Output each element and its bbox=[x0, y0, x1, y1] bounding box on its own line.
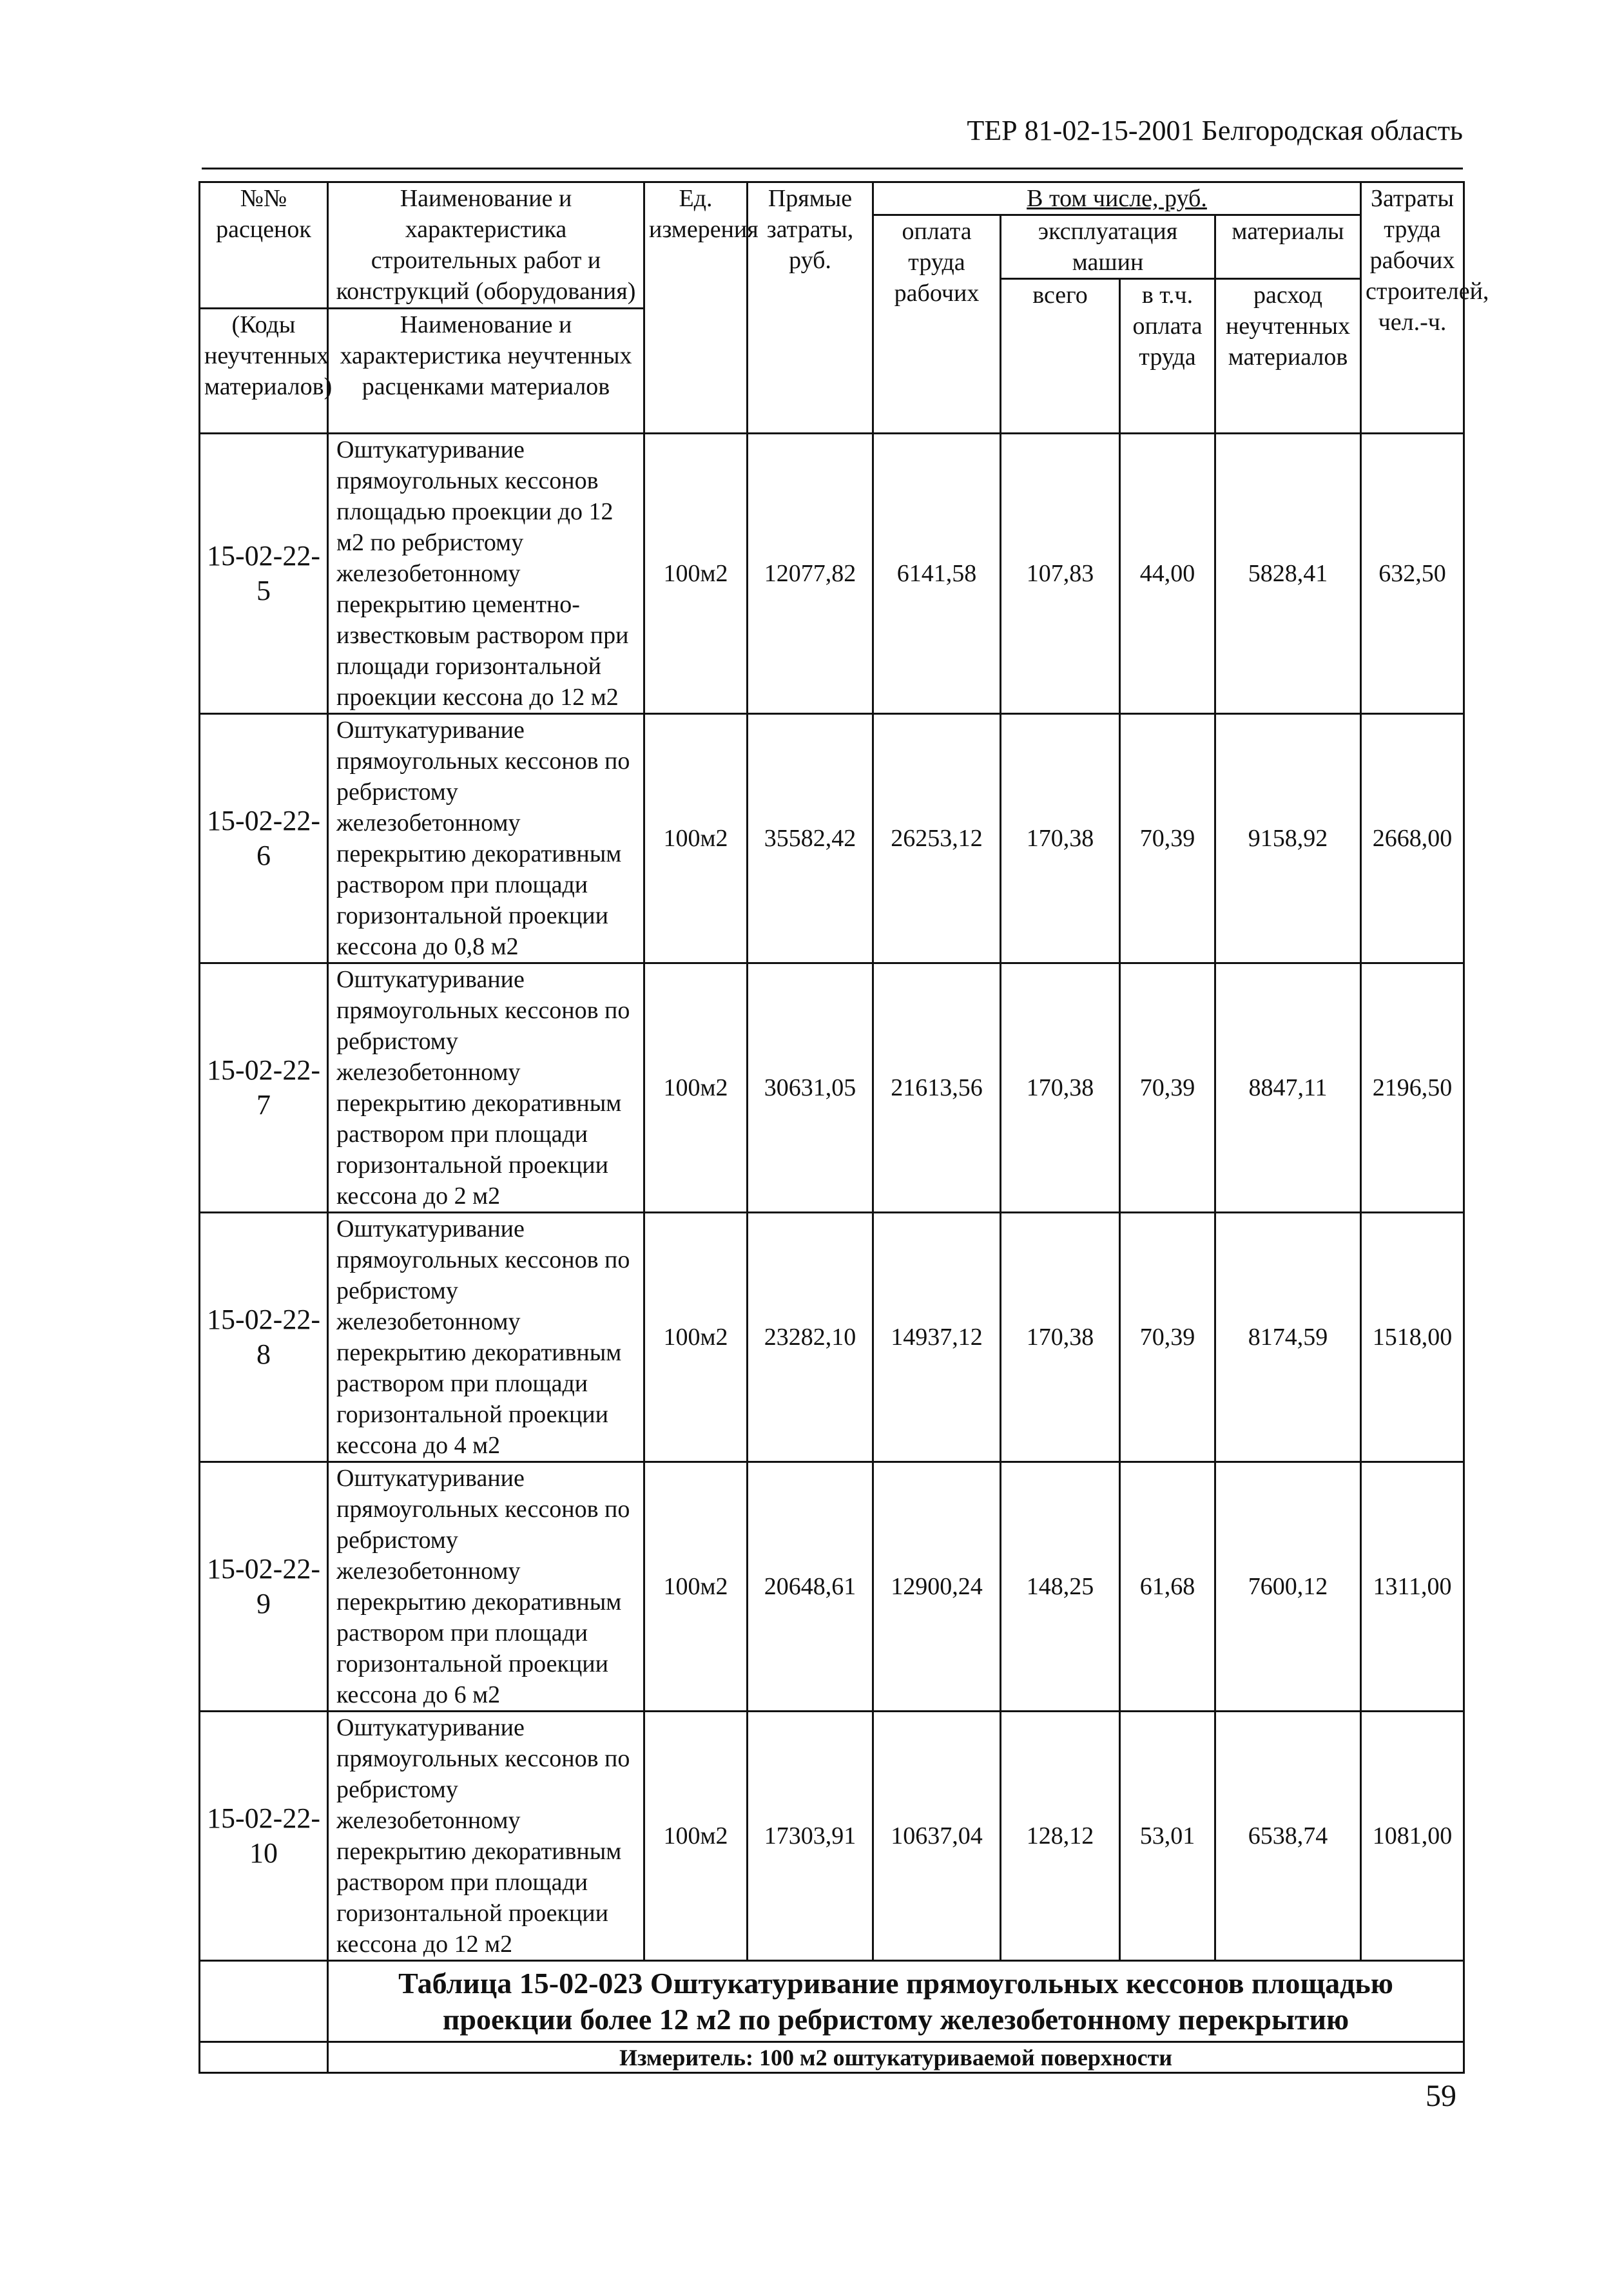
header-code-sub: (Коды неучтенных материалов) bbox=[200, 309, 328, 434]
labor-cell: 632,50 bbox=[1361, 434, 1464, 714]
materials-cell: 8174,59 bbox=[1215, 1213, 1361, 1462]
wages-cell: 26253,12 bbox=[873, 714, 1001, 963]
header-divider bbox=[202, 168, 1463, 169]
document-header: ТЕР 81-02-15-2001 Белгородская область bbox=[967, 115, 1463, 146]
rate-code: 15-02-22-10 bbox=[200, 1712, 328, 1961]
page-number: 59 bbox=[1426, 2079, 1456, 2113]
labor-cell: 1311,00 bbox=[1361, 1462, 1464, 1712]
machines-wages-cell: 53,01 bbox=[1120, 1712, 1215, 1961]
labor-cell: 1081,00 bbox=[1361, 1712, 1464, 1961]
table-row bbox=[200, 1213, 1464, 1462]
table-header-row bbox=[200, 182, 1464, 215]
machines-cell: 148,25 bbox=[1001, 1462, 1120, 1712]
header-labor: Затраты труда рабочих строителей, чел.-ч. bbox=[1361, 182, 1464, 434]
header-including: В том числе, руб. bbox=[873, 182, 1361, 215]
machines-wages-cell: 70,39 bbox=[1120, 963, 1215, 1213]
header-code: №№ расценок bbox=[200, 182, 328, 309]
header-name-sub: Наименование и характеристика неучтенных расценками материалов bbox=[328, 309, 644, 434]
empty-cell bbox=[200, 1961, 328, 2042]
direct-cost-cell: 30631,05 bbox=[748, 963, 873, 1213]
labor-cell: 1518,00 bbox=[1361, 1213, 1464, 1462]
rate-description: Оштукатуривание прямоугольных кессонов по ребристому железобетонному перекрытию декоративным раствором при площади горизонтальной проекции кессона до 6 м2 bbox=[328, 1462, 644, 1712]
header-wages: оплата труда рабочих bbox=[873, 215, 1001, 434]
machines-cell: 128,12 bbox=[1001, 1712, 1120, 1961]
machines-wages-cell: 70,39 bbox=[1120, 1213, 1215, 1462]
section-meter-row bbox=[200, 2042, 1464, 2073]
machines-cell: 107,83 bbox=[1001, 434, 1120, 714]
rate-code: 15-02-22-6 bbox=[200, 714, 328, 963]
unit-cell: 100м2 bbox=[644, 1462, 748, 1712]
labor-cell: 2668,00 bbox=[1361, 714, 1464, 963]
header-name: Наименование и характеристика строительных работ и конструкций (оборудования) bbox=[328, 182, 644, 309]
materials-cell: 8847,11 bbox=[1215, 963, 1361, 1213]
empty-cell bbox=[200, 2042, 328, 2073]
rate-description: Оштукатуривание прямоугольных кессонов по ребристому железобетонному перекрытию декоративным раствором при площади горизонтальной проекции кессона до 2 м2 bbox=[328, 963, 644, 1213]
unit-cell: 100м2 bbox=[644, 1712, 748, 1961]
wages-cell: 12900,24 bbox=[873, 1462, 1001, 1712]
unit-cell: 100м2 bbox=[644, 714, 748, 963]
unit-cell: 100м2 bbox=[644, 434, 748, 714]
table-row bbox=[200, 1462, 1464, 1712]
rates-table bbox=[198, 181, 1489, 2074]
rate-description: Оштукатуривание прямоугольных кессонов площадью проекции до 12 м2 по ребристому железобетонному перекрытию цементно-известковым раствором при площади горизонтальной проекции кессона до 12 м2 bbox=[328, 434, 644, 714]
header-machines: эксплуатация машин bbox=[1001, 215, 1215, 279]
rate-code: 15-02-22-9 bbox=[200, 1462, 328, 1712]
direct-cost-cell: 23282,10 bbox=[748, 1213, 873, 1462]
direct-cost-cell: 35582,42 bbox=[748, 714, 873, 963]
table-row bbox=[200, 1712, 1464, 1961]
materials-cell: 7600,12 bbox=[1215, 1462, 1361, 1712]
unit-cell: 100м2 bbox=[644, 963, 748, 1213]
table-row bbox=[200, 963, 1464, 1213]
machines-cell: 170,38 bbox=[1001, 963, 1120, 1213]
wages-cell: 21613,56 bbox=[873, 963, 1001, 1213]
machines-cell: 170,38 bbox=[1001, 1213, 1120, 1462]
section-meter: Измеритель: 100 м2 оштукатуриваемой поверхности bbox=[328, 2042, 1464, 2073]
rate-code: 15-02-22-8 bbox=[200, 1213, 328, 1462]
header-machines-total: всего bbox=[1001, 279, 1120, 434]
header-unaccounted-materials: расход неучтенных материалов bbox=[1215, 279, 1361, 434]
rate-description: Оштукатуривание прямоугольных кессонов по ребристому железобетонному перекрытию декоративным раствором при площади горизонтальной проекции кессона до 0,8 м2 bbox=[328, 714, 644, 963]
rate-description: Оштукатуривание прямоугольных кессонов по ребристому железобетонному перекрытию декоративным раствором при площади горизонтальной проекции кессона до 4 м2 bbox=[328, 1213, 644, 1462]
unit-cell: 100м2 bbox=[644, 1213, 748, 1462]
direct-cost-cell: 20648,61 bbox=[748, 1462, 873, 1712]
header-machines-wages: в т.ч. оплата труда bbox=[1120, 279, 1215, 434]
wages-cell: 14937,12 bbox=[873, 1213, 1001, 1462]
header-unit: Ед. измерения bbox=[644, 182, 748, 434]
section-title-row bbox=[200, 1961, 1464, 2042]
section-title: Таблица 15-02-023 Оштукатуривание прямоугольных кессонов площадью проекции более 12 м2 по ребристому железобетонному перекрытию bbox=[328, 1961, 1464, 2042]
wages-cell: 10637,04 bbox=[873, 1712, 1001, 1961]
rate-code: 15-02-22-5 bbox=[200, 434, 328, 714]
table-row bbox=[200, 714, 1464, 963]
direct-cost-cell: 17303,91 bbox=[748, 1712, 873, 1961]
wages-cell: 6141,58 bbox=[873, 434, 1001, 714]
materials-cell: 5828,41 bbox=[1215, 434, 1361, 714]
labor-cell: 2196,50 bbox=[1361, 963, 1464, 1213]
machines-wages-cell: 70,39 bbox=[1120, 714, 1215, 963]
rate-description: Оштукатуривание прямоугольных кессонов по ребристому железобетонному перекрытию декоративным раствором при площади горизонтальной проекции кессона до 12 м2 bbox=[328, 1712, 644, 1961]
materials-cell: 9158,92 bbox=[1215, 714, 1361, 963]
direct-cost-cell: 12077,82 bbox=[748, 434, 873, 714]
materials-cell: 6538,74 bbox=[1215, 1712, 1361, 1961]
machines-wages-cell: 44,00 bbox=[1120, 434, 1215, 714]
table-row bbox=[200, 434, 1464, 714]
machines-wages-cell: 61,68 bbox=[1120, 1462, 1215, 1712]
header-materials: материалы bbox=[1215, 215, 1361, 279]
machines-cell: 170,38 bbox=[1001, 714, 1120, 963]
header-direct-costs: Прямые затраты, руб. bbox=[748, 182, 873, 434]
rate-code: 15-02-22-7 bbox=[200, 963, 328, 1213]
